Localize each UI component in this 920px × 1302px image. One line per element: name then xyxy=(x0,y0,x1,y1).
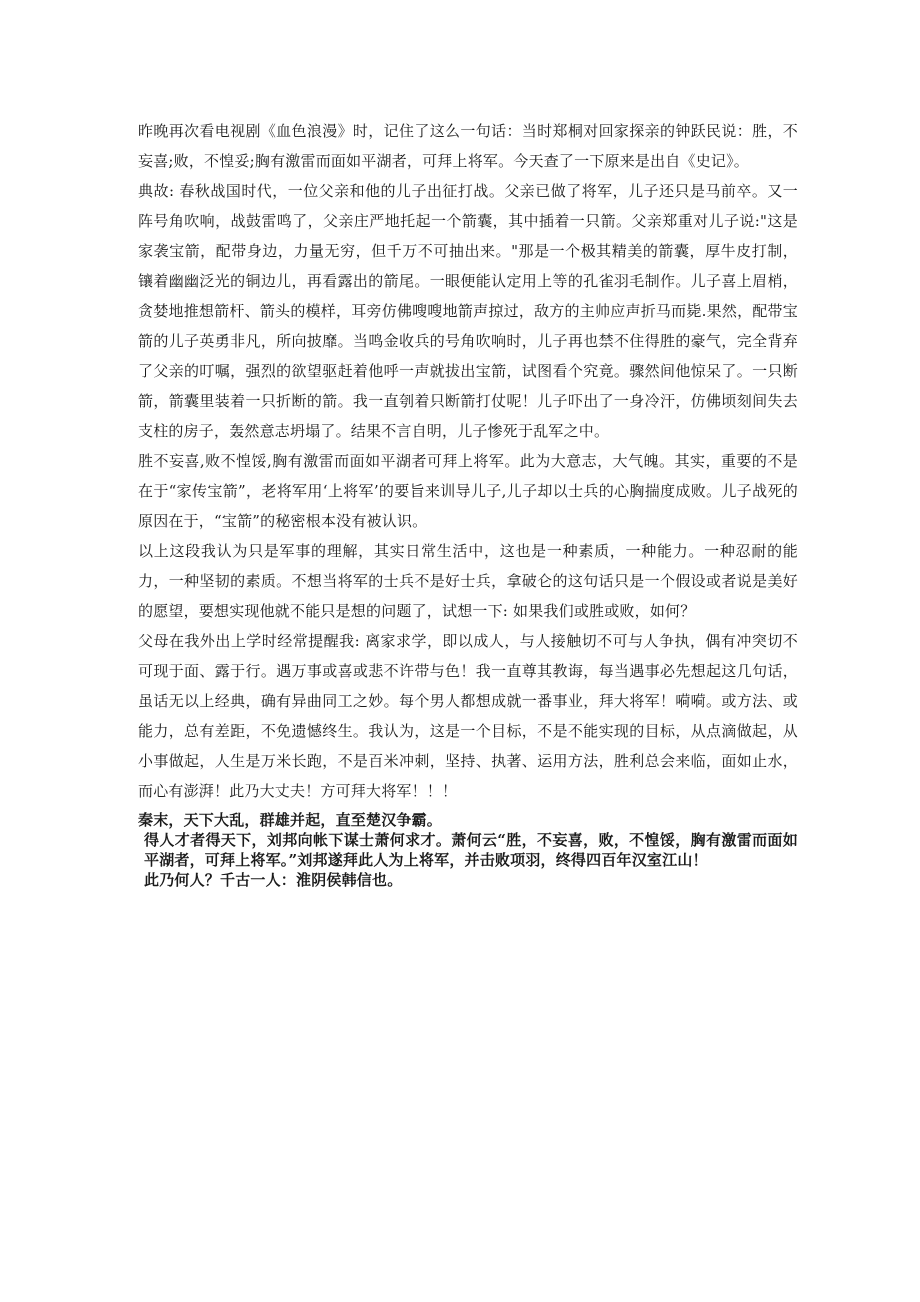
paragraph-liubang: 得人才者得天下，刘邦向帐下谋士萧何求才。萧何云“胜，不妄喜，败，不惶馁，胸有激雷而面如平湖者，可拜上将军。”刘邦遂拜此人为上将军，并击败项羽，终得四百年汉室江山！ xyxy=(144,831,798,869)
paragraph-parents: 父母在我外出上学时经常提醒我: 离家求学，即以成人，与人接触切不可与人争执，偶有冲突切不可现于面、露于行。遇万事或喜或悲不许带与色！我一直尊其教诲，每当遇事必先想起这几句话，虽话无以上经典，确有异曲同工之妙。每个男人都想成就一番事业，拜大将军！嗬嗬。或方法、或能力，总有差距，不免遗憾终生。我认为，这是一个目标，不是不能实现的目标，从点滴做起，从小事做起，人生是万米长跑，不是百米冲刺，坚持、执著、运用方法，胜利总会来临，面如止水，而心有澎湃！此乃大丈夫！方可拜大将军！！！ xyxy=(138,632,798,800)
paragraph-intro: 昨晚再次看电视剧《血色浪漫》时，记住了这么一句话：当时郑桐对回家探亲的钟跃民说：胜，不妄喜;败，不惶妥;胸有激雷而面如平湖者，可拜上将军。今天查了一下原来是出自《史记》。 xyxy=(138,122,798,170)
paragraph-qin: 秦末，天下大乱，群雄并起，直至楚汉争霸。 xyxy=(138,811,443,829)
paragraph-meaning: 胜不妄喜,败不惶馁,胸有激雷而面如平湖者可拜上将军。此为大意志，大气魄。其实，重要的不是在于“家传宝箭”，老将军用‘上将军’的要旨来训导儿子,儿子却以士兵的心胸揣度成败。儿子战死的原因在于，“宝箭”的秘密根本没有被认识。 xyxy=(138,452,798,530)
paragraph-life: 以上这段我认为只是军事的理解，其实日常生活中，这也是一种素质，一种能力。一种忍耐的能力，一种坚韧的素质。不想当将军的士兵不是好士兵，拿破仑的这句话只是一个假设或者说是美好的愿望，要想实现他就不能只是想的问题了，试想一下: 如果我们或胜或败，如何？ xyxy=(138,542,798,620)
document-body xyxy=(138,116,798,890)
paragraph-hanxin: 此乃何人？千古一人：淮阴侯韩信也。 xyxy=(144,871,403,889)
paragraph-story: 典故: 春秋战国时代，一位父亲和他的儿子出征打战。父亲已做了将军，儿子还只是马前卒。又一阵号角吹响，战鼓雷鸣了，父亲庄严地托起一个箭囊，其中插着一只箭。父亲郑重对儿子说:"这是家袭宝箭，配带身边，力量无穷，但千万不可抽出来。"那是一个极其精美的箭囊，厚牛皮打制，镶着幽幽泛光的铜边儿，再看露出的箭尾。一眼便能认定用上等的孔雀羽毛制作。儿子喜上眉梢，贪婪地推想箭杆、箭头的模样，耳旁仿佛嗖嗖地箭声掠过，敌方的主帅应声折马而毙.果然，配带宝箭的儿子英勇非凡，所向披靡。当鸣金收兵的号角吹响时，儿子再也禁不住得胜的豪气，完全背弃了父亲的叮嘱，强烈的欲望驱赶着他呼一声就拔出宝箭，试图看个究竟。骤然间他惊呆了。一只断箭，箭囊里装着一只折断的箭。我一直刳着只断箭打仗呢！儿子吓出了一身冷汗，仿佛顷刻间失去支柱的房子，轰然意志坍塌了。结果不言自明，儿子惨死于乱军之中。 xyxy=(138,182,798,440)
